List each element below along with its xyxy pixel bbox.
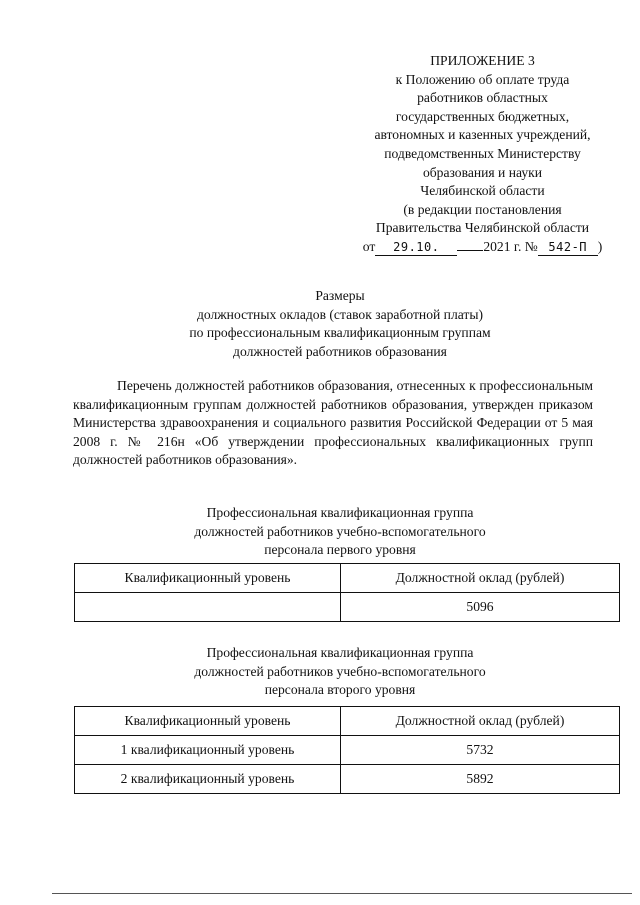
table-row [75,736,620,765]
group-title-line: персонала второго уровня [264,682,416,697]
cell-salary: 5732 [341,736,620,765]
cell-salary: 5096 [341,593,620,622]
group-title-line: должностей работников учебно-вспомогательного [194,523,486,539]
annex-line: подведомственных Министерству [384,145,581,161]
group-title-line: должностей работников учебно-вспомогательного [194,663,486,679]
cell-qualification-level: 2 квалификационный уровень [75,765,341,794]
annex-line: Правительства Челябинской области [375,220,590,236]
annex-line: к Положению об оплате труда [395,71,570,87]
cell-qualification-level [75,593,341,622]
annex-line: образования и науки [422,164,543,180]
table-header-row [75,707,620,736]
table-row [75,593,620,622]
group-1-table [74,563,620,622]
resolution-number: 542-П [538,240,598,256]
cell-salary: 5892 [341,765,620,794]
date-prefix: от [362,238,376,254]
header-salary: Должностной оклад (рублей) [341,564,620,593]
group-2-title [60,644,620,700]
annex-line: (в редакции постановления [403,201,562,217]
table-row [75,765,620,794]
annex-line: автономных и казенных учреждений, [374,127,591,143]
intro-paragraph: Перечень должностей работников образования, отнесенных к профессиональным квалификационным группам должностей работников образования, утвержден приказом Министерства здравоохранения и социального развития Российской Федерации от 5 мая 2008 г. № 216н «Об утверждении профессиональных квалификационных групп должностей работников образования». [73,378,593,467]
document-title [60,287,620,361]
cell-qualification-level: 1 квалификационный уровень [75,736,341,765]
date-underline [457,250,483,251]
annex-line: государственных бюджетных, [395,108,570,124]
title-line: должностей работников образования [233,343,447,359]
title-line: должностных окладов (ставок заработной платы) [196,306,484,322]
footer-rule [52,893,632,894]
close-paren: ) [597,238,603,254]
annex-line: Челябинской области [420,183,545,199]
header-qualification-level: Квалификационный уровень [75,707,341,736]
table-header-row [75,564,620,593]
date-value: 29.10. [375,240,457,256]
group-1-title [60,504,620,560]
group-title-line: Профессиональная квалификационная группа [206,645,474,660]
annex-header [330,52,635,257]
annex-date-line [330,238,635,257]
title-line: по профессиональным квалификационным группам [189,325,491,340]
header-salary: Должностной оклад (рублей) [341,707,620,736]
title-line: Размеры [315,288,365,303]
header-qualification-level: Квалификационный уровень [75,564,341,593]
annex-line: работников областных [417,90,548,106]
year-text: 2021 г. № [483,238,538,254]
group-title-line: Профессиональная квалификационная группа [206,505,474,520]
group-title-line: персонала первого уровня [264,542,416,557]
group-2-table [74,706,620,794]
annex-title: ПРИЛОЖЕНИЕ 3 [430,53,535,68]
